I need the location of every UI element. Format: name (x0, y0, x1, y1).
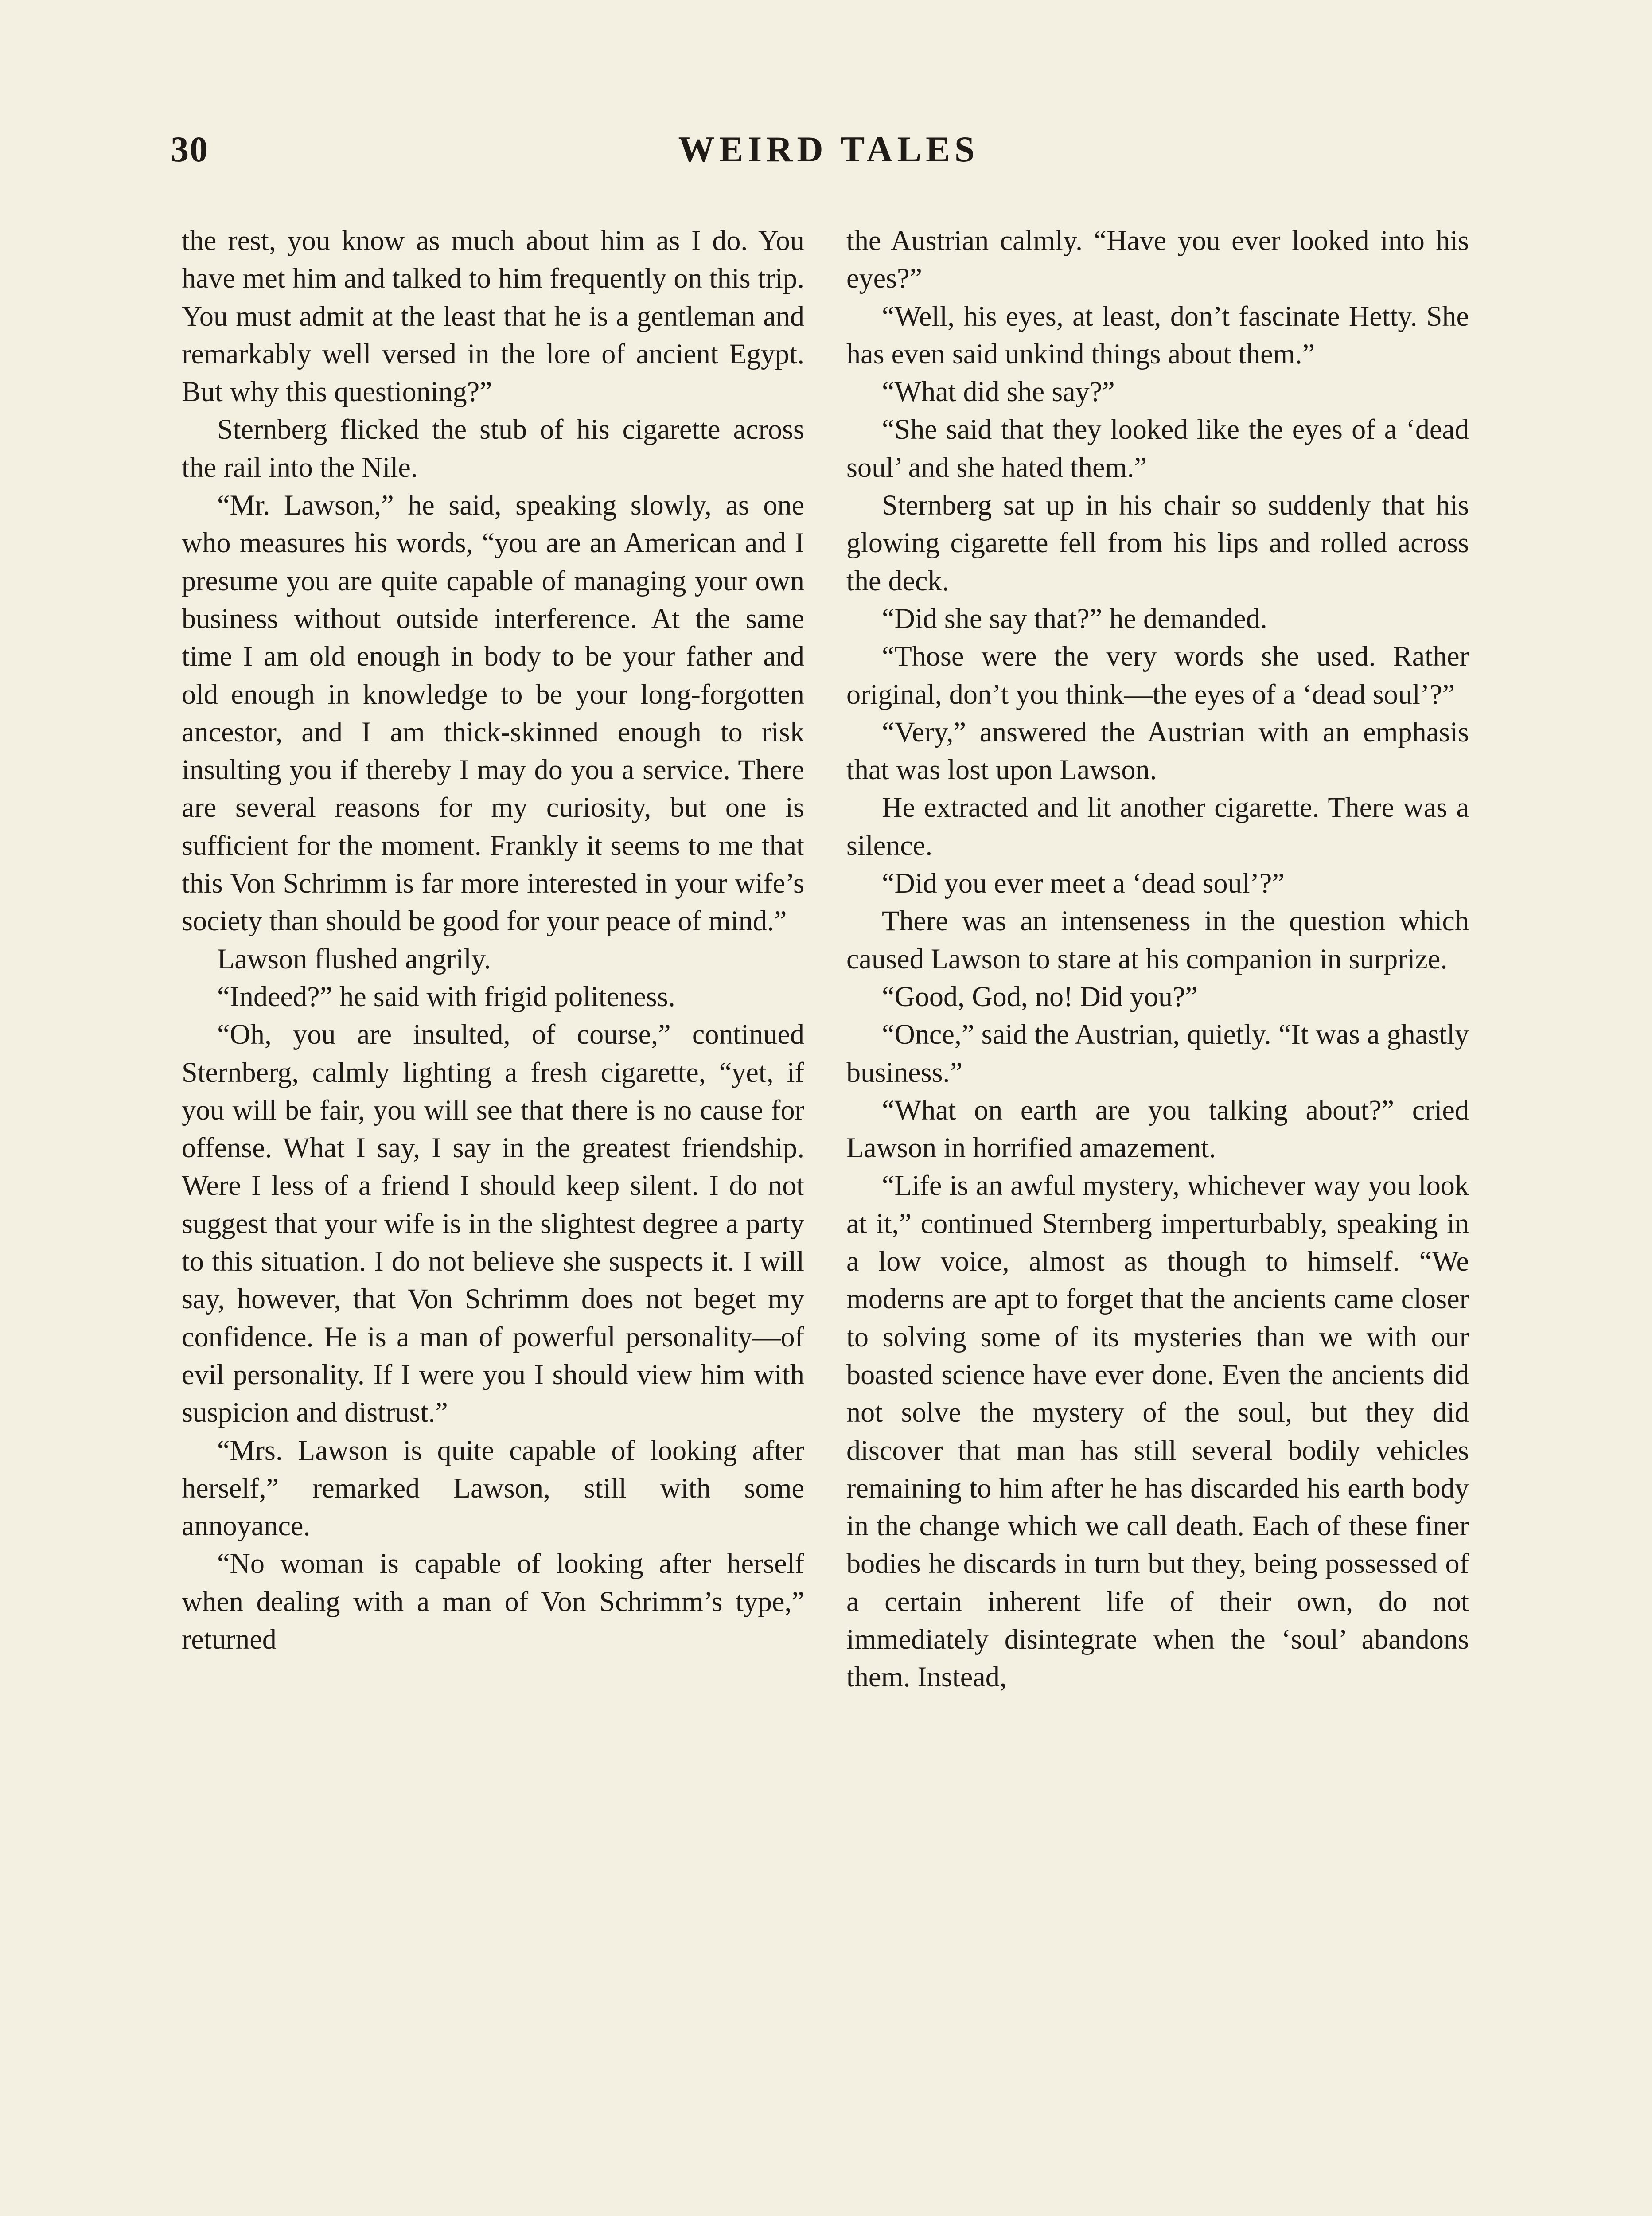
paragraph: “She said that they looked like the eyes of a ‘dead soul’ and she hated them.” (846, 414, 1469, 483)
paragraph: Sternberg sat up in his chair so suddenly that his glowing cigarette fell from his lips and rolled across the deck. (846, 489, 1469, 597)
running-head (0, 129, 1652, 177)
paragraph: “What did she say?” (882, 376, 1115, 408)
paragraph: “Well, his eyes, at least, don’t fascinate Hetty. She has even said unkind things about them.” (846, 300, 1469, 370)
page-number: 30 (171, 129, 209, 169)
running-title: WEIRD TALES (678, 129, 979, 169)
paragraph: “Good, God, no! Did you?” (882, 980, 1198, 1012)
paragraph: Lawson flushed angrily. (217, 943, 491, 975)
paragraph: “Those were the very words she used. Rather original, don’t you think—the eyes of a ‘dead soul’?” (846, 640, 1469, 710)
paragraph: “Life is an awful mystery, whichever way you look at it,” continued Sternberg imperturbably, speaking in a low voice, almost as though to himself. “We moderns are apt to forget that the ancients came closer to solving some of its mysteries than we with our boasted science have ever done. Even the ancients did not solve the mystery of the soul, but they did discover that man has still several bodily vehicles remaining to him after he has discarded his earth body in the change which we call death. Each of these finer bodies he discards in turn but they, being possessed of a certain inherent life of their own, do not immediately disintegrate when the ‘soul’ abandons them. Instead, (846, 1170, 1469, 1693)
paragraph: “No woman is capable of looking after herself when dealing with a man of Von Schrimm’s type,” returned (182, 1548, 804, 1655)
paragraph: “What on earth are you talking about?” cried Lawson in horrified amazement. (846, 1094, 1469, 1164)
paragraph: “Mrs. Lawson is quite capable of looking after herself,” remarked Lawson, still with some annoyance. (182, 1434, 804, 1542)
right-column (846, 222, 1469, 1696)
paragraph: “Once,” said the Austrian, quietly. “It was a ghastly business.” (846, 1018, 1469, 1088)
left-column (182, 222, 804, 1658)
paragraph: “Oh, you are insulted, of course,” continued Sternberg, calmly lighting a fresh cigarette, “yet, if you will be fair, you will see that there is no cause for offense. What I say, I say in the greatest friendship. Were I less of a friend I should keep silent. I do not suggest that your wife is in the slightest degree a party to this situation. I do not believe she suspects it. I will say, however, that Von Schrimm does not beget my confidence. He is a man of powerful personality—of evil personality. If I were you I should view him with suspicion and distrust.” (182, 1018, 804, 1428)
paragraph: Sternberg flicked the stub of his cigarette across the rail into the Nile. (182, 414, 804, 483)
paragraph: the rest, you know as much about him as I do. You have met him and talked to him frequently on this trip. You must admit at the least that he is a gentleman and remarkably well versed in the lore of ancient Egypt. But why this questioning?” (182, 225, 804, 408)
paragraph: “Very,” answered the Austrian with an emphasis that was lost upon Lawson. (846, 716, 1469, 786)
paragraph: “Did you ever meet a ‘dead soul’?” (882, 867, 1285, 899)
paragraph: There was an intenseness in the question which caused Lawson to stare at his companion in surprize. (846, 905, 1469, 975)
paragraph: the Austrian calmly. “Have you ever looked into his eyes?” (846, 225, 1469, 294)
paragraph: “Did she say that?” he demanded. (882, 602, 1267, 634)
paragraph: “Mr. Lawson,” he said, speaking slowly, as one who measures his words, “you are an American and I presume you are quite capable of managing your own business without outside interference. At the same time I am old enough in body to be your father and old enough in knowledge to be your long-forgotten ancestor, and I am thick-skinned enough to risk insulting you if thereby I may do you a service. There are several reasons for my curiosity, but one is sufficient for the moment. Frankly it seems to me that this Von Schrimm is far more interested in your wife’s society than should be good for your peace of mind.” (182, 489, 804, 937)
paragraph: “Indeed?” he said with frigid politeness. (217, 980, 675, 1012)
paragraph: He extracted and lit another cigarette. There was a silence. (846, 792, 1469, 861)
